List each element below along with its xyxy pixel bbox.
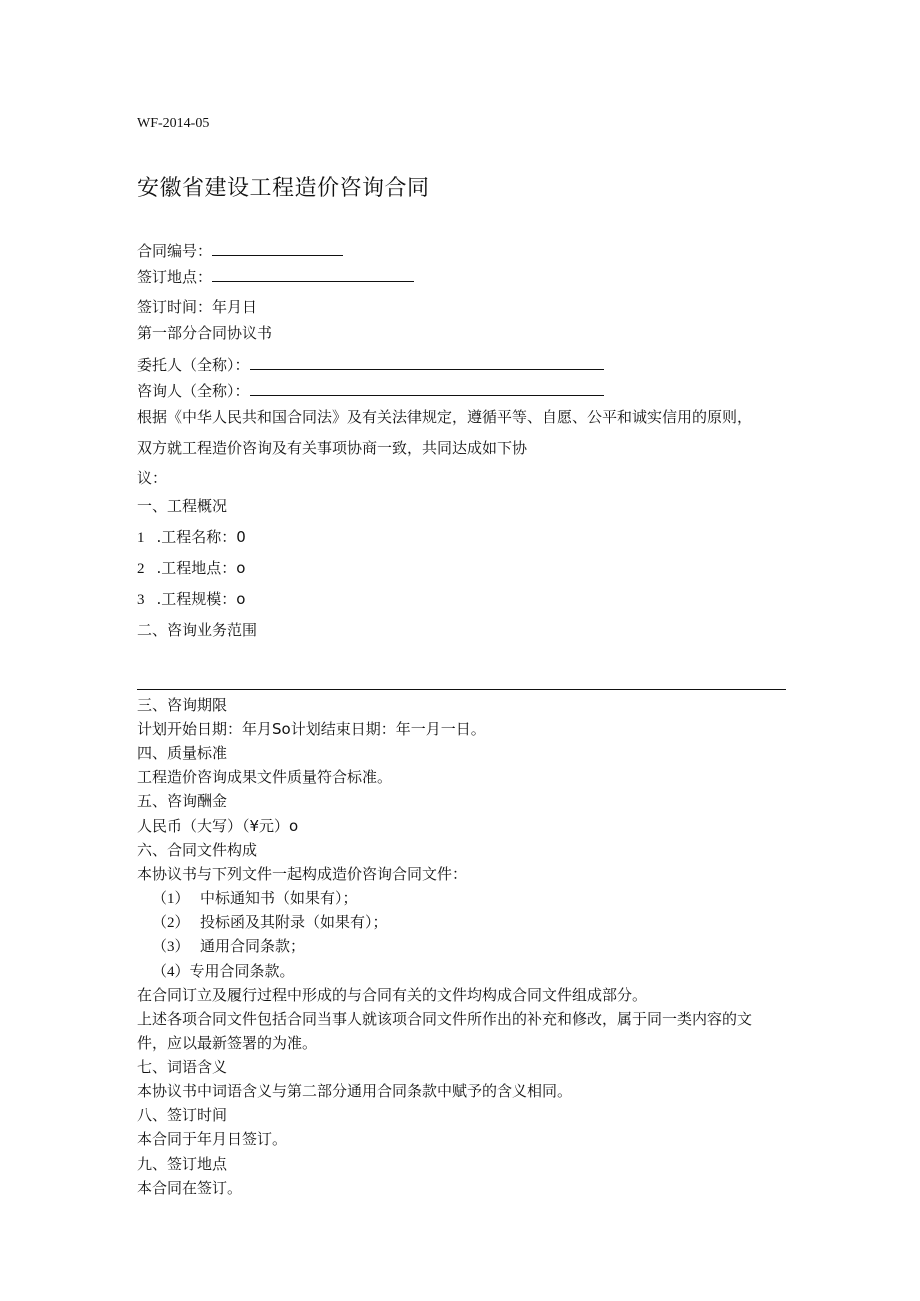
sign-place-line [137, 267, 414, 286]
doc-item [152, 937, 305, 956]
consultant-line [137, 381, 604, 400]
contract-number-blank [212, 241, 343, 256]
doc-item-number: （4） [152, 964, 190, 980]
section-5-heading: 五、咨询酬金 [137, 792, 228, 810]
intro-line-3: 议： [137, 469, 168, 487]
item-number: 3 [137, 592, 145, 608]
section-6-body: 本协议书与下列文件一起构成造价咨询合同文件： [137, 865, 468, 883]
project-item-location [137, 559, 245, 578]
item-text: .工程规模：o [156, 590, 246, 608]
doc-item-text: 专用合同条款。 [189, 962, 295, 980]
client-blank [250, 355, 604, 370]
intro-line-2: 双方就工程造价咨询及有关事项协商一致，共同达成如下协 [137, 439, 528, 457]
section-3-heading: 三、咨询期限 [137, 696, 228, 714]
doc-item [152, 962, 295, 981]
section-6-heading: 六、合同文件构成 [137, 841, 258, 859]
section-6-note-2b: 件，应以最新签署的为准。 [137, 1034, 318, 1052]
project-item-name [137, 528, 246, 547]
item-text: .工程地点：o [156, 559, 246, 577]
section-6-note-2a: 上述各项合同文件包括合同当事人就该项合同文件所作出的补充和修改，属于同一类内容的文 [137, 1010, 753, 1028]
doc-item-text: 投标函及其附录（如果有）； [200, 913, 388, 931]
section-6-note-1: 在合同订立及履行过程中形成的与合同有关的文件均构成合同文件组成部分。 [137, 986, 648, 1004]
doc-item [152, 889, 358, 908]
sign-place-blank [212, 267, 414, 282]
section-8-heading: 八、签订时间 [137, 1106, 228, 1124]
scope-blank-line [137, 689, 786, 690]
section-8-body: 本合同于年月日签订。 [137, 1130, 288, 1148]
document-title: 安徽省建设工程造价咨询合同 [137, 176, 430, 201]
sign-place-label: 签订地点： [137, 268, 213, 286]
section-4-heading: 四、质量标准 [137, 744, 228, 762]
section-9-body: 本合同在签订。 [137, 1179, 243, 1197]
section-1-heading: 一、工程概况 [137, 497, 228, 515]
contract-number-line [137, 241, 343, 260]
section-5-body: 人民币（大写）（¥元）o [137, 817, 299, 835]
consultant-label: 咨询人（全称）： [137, 382, 250, 400]
intro-line-1: 根据《中华人民共和国合同法》及有关法律规定，遵循平等、自愿、公平和诚实信用的原则， [137, 408, 753, 426]
section-7-body: 本协议书中词语含义与第二部分通用合同条款中赋予的含义相同。 [137, 1082, 573, 1100]
consultant-blank [250, 381, 604, 396]
client-line [137, 355, 604, 374]
section-9-heading: 九、签订地点 [137, 1155, 228, 1173]
client-label: 委托人（全称）： [137, 356, 250, 374]
part1-heading: 第一部分合同协议书 [137, 324, 273, 342]
doc-item-text: 通用合同条款； [200, 937, 306, 955]
doc-item-text: 中标通知书（如果有）； [200, 889, 358, 907]
sign-time: 签订时间：年月日 [137, 298, 258, 316]
document-code: WF-2014-05 [137, 116, 210, 131]
doc-item [152, 913, 388, 932]
doc-item-number: （3） [152, 939, 190, 955]
item-number: 2 [137, 561, 145, 577]
doc-item-number: （2） [152, 915, 190, 931]
section-3-body: 计划开始日期：年月So计划结束日期：年一月一日。 [137, 720, 486, 738]
section-4-body: 工程造价咨询成果文件质量符合标准。 [137, 768, 393, 786]
item-number: 1 [137, 530, 145, 546]
section-7-heading: 七、词语含义 [137, 1058, 228, 1076]
project-item-scale [137, 590, 245, 609]
section-2-heading: 二、咨询业务范围 [137, 621, 258, 639]
item-text: .工程名称：0 [156, 528, 246, 546]
contract-number-label: 合同编号： [137, 242, 213, 260]
doc-item-number: （1） [152, 891, 190, 907]
